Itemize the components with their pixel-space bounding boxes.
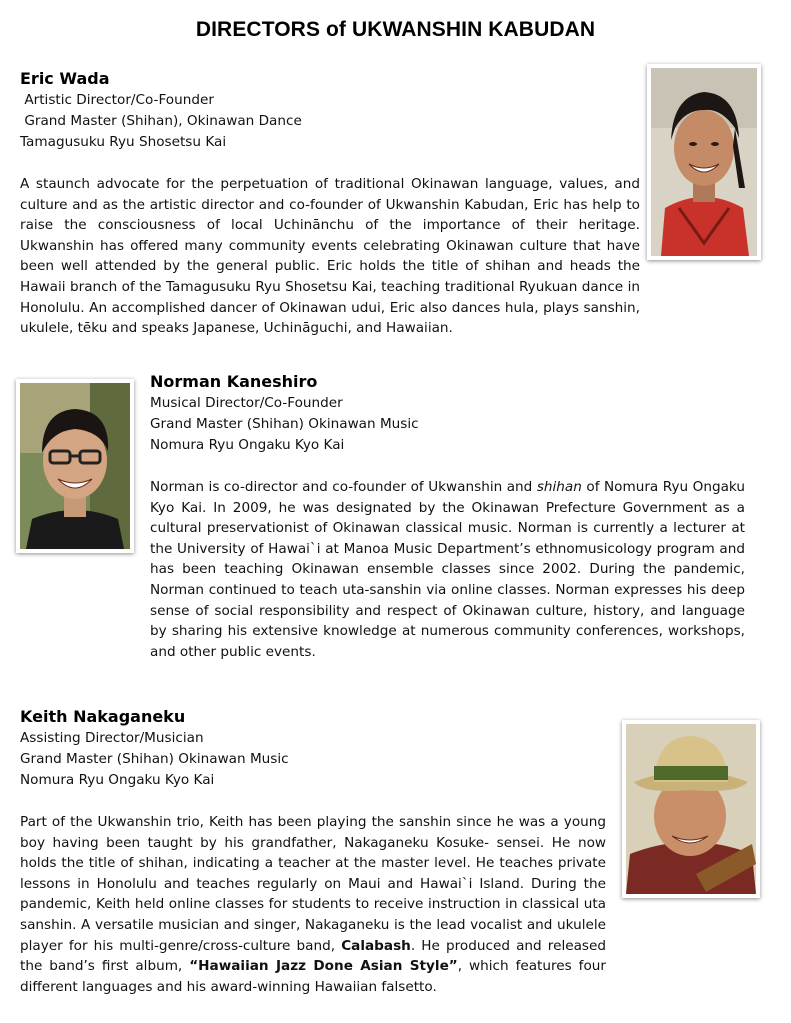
keith-nakaganeku-photo xyxy=(622,720,760,898)
album-title: “Hawaiian Jazz Done Asian Style” xyxy=(189,958,458,975)
eric-wada-photo xyxy=(647,64,761,260)
director-name: Keith Nakaganeku xyxy=(20,707,186,726)
director-eric-wada xyxy=(20,68,640,339)
director-norman-kaneshiro xyxy=(150,371,745,662)
director-role: Grand Master (Shihan) Okinawan Music xyxy=(150,416,419,432)
director-role: Nomura Ryu Ongaku Kyo Kai xyxy=(20,772,215,788)
director-role: Musical Director/Co-Founder xyxy=(150,395,343,411)
director-name: Norman Kaneshiro xyxy=(150,372,318,391)
director-role: Artistic Director/Co-Founder xyxy=(20,92,214,108)
director-keith-nakaganeku xyxy=(20,706,606,997)
page-title: DIRECTORS of UKWANSHIN KABUDAN xyxy=(195,18,596,41)
director-name: Eric Wada xyxy=(20,69,110,88)
director-role: Grand Master (Shihan), Okinawan Dance xyxy=(20,113,302,129)
director-role: Tamagusuku Ryu Shosetsu Kai xyxy=(20,134,227,150)
director-bio: Part of the Ukwanshin trio, Keith has been playing the sanshin since he was a young boy having been taught by his grandfather, Nakaganeku Kosuke- sensei. He now holds the title of shihan, indicating a teacher at the master level. He teaches private lessons in Honolulu and teaches regularly on Maui and Hawai`i Island. During the pandemic, Keith held online classes for students to receive instruction in classical uta sanshin. A versatile musician and singer, Nakaganeku is the lead vocalist and ukulele player for his multi-genre/cross-culture band, Calabash. He produced and released the band’s first album, “Hawaiian Jazz Done Asian Style”, which features four different languages and his award-winning Hawaiian falsetto. xyxy=(20,814,606,995)
director-role: Nomura Ryu Ongaku Kyo Kai xyxy=(150,437,345,453)
norman-kaneshiro-photo xyxy=(16,379,134,553)
band-name: Calabash xyxy=(341,937,411,954)
director-role: Grand Master (Shihan) Okinawan Music xyxy=(20,751,289,767)
director-role: Assisting Director/Musician xyxy=(20,730,204,746)
director-bio: Norman is co-director and co-founder of Ukwanshin and shihan of Nomura Ryu Ongaku Kyo Kai. In 2009, he was designated by the Okinawan Prefecture Government as a cultural preservationist of Okinawan classical music. Norman is currently a lecturer at the University of Hawai`i at Manoa Music Department’s ethnomusicology program and has been teaching Okinawan ensemble classes since 2002. During the pandemic, Norman continued to teach uta-sanshin via online classes. Norman expresses his deep sense of social responsibility and respect of Okinawan culture, history, and language by sharing his extensive knowledge at numerous community conferences, workshops, and other public events. xyxy=(150,479,745,660)
director-bio: A staunch advocate for the perpetuation of traditional Okinawan language, values, and culture and as the artistic director and co-founder of Ukwanshin Kabudan, Eric has help to raise the consciousness of local Uchinānchu of the importance of their heritage. Ukwanshin has offered many community events celebrating Okinawan culture that have been well attended by the general public. Eric holds the title of shihan and heads the Hawaii branch of the Tamagusuku Ryu Shosetsu Kai, teaching traditional Ryukuan dance in Honolulu. An accomplished dancer of Okinawan udui, Eric also dances hula, plays sanshin, ukulele, tēku and speaks Japanese, Uchināguchi, and Hawaiian. xyxy=(20,176,640,337)
